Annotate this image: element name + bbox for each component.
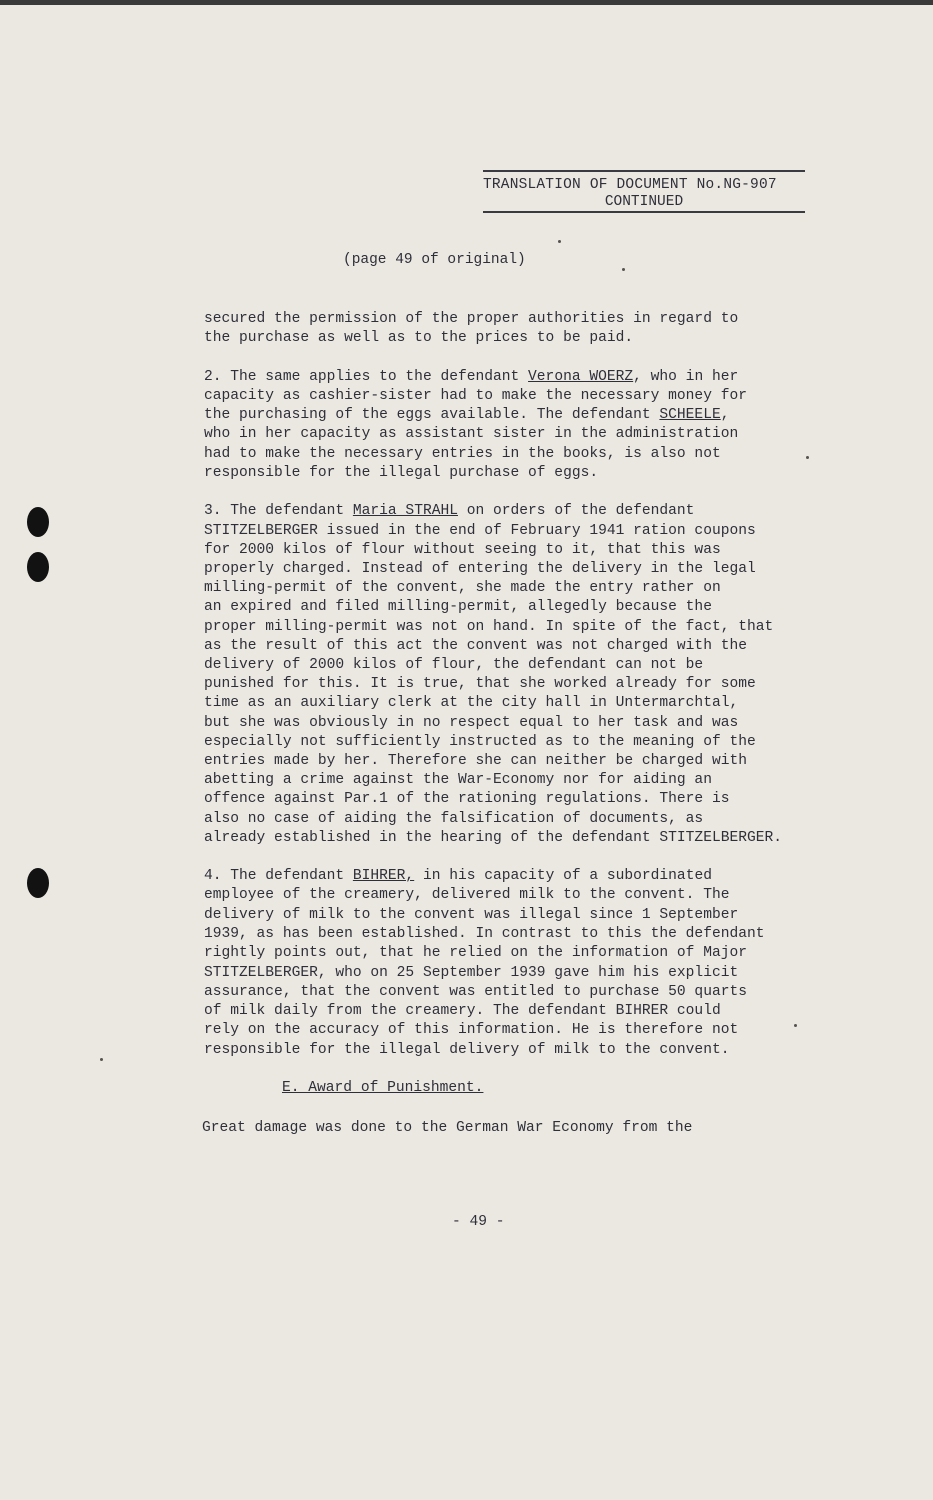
body-text [204, 310, 844, 1079]
paragraph-4-text-b: in his capacity of a subordinated employee of the creamery, delivered milk to the convent. The delivery of milk to the convent was illegal since 1 September 1939, as has been established. In contrast to this the defendant rightly points out, that he relied on the information of Major STITZELBERGER, who on 25 September 1939 gave him his explicit assurance, that the convent was entitled to purchase 50 quarts of milk daily from the creamery. The defendant BIHRER could rely on the accuracy of this information. He is therefore not responsible for the illegal delivery of milk to the convent. [204, 868, 765, 1058]
header-subtitle: CONTINUED [604, 194, 684, 210]
closing-line: Great damage was done to the German War Economy from the [202, 1120, 693, 1136]
defendant-name-woerz: Verona WOERZ [528, 368, 634, 385]
defendant-name-bihrer: BIHRER, [352, 868, 415, 885]
paragraph-2 [204, 368, 844, 484]
paragraph-2-text-a: 2. The same applies to the defendant [204, 368, 529, 385]
paragraph-2-text-b: , who in her capacity as cashier-sister had to make the necessary money for the purchasing of the eggs available. The defendant [204, 368, 747, 424]
paper-speck [100, 1058, 103, 1061]
paper-speck [622, 268, 625, 271]
punch-hole-1 [27, 507, 49, 537]
paragraph-2-text-c: , who in her capacity as assistant sister in the administration had to make the necessary entries in the books, is also not responsible for the illegal purchase of eggs. [204, 407, 739, 482]
defendant-name-scheele: SCHEELE [659, 407, 721, 424]
section-heading: E. Award of Punishment. [282, 1080, 484, 1096]
paragraph-1: secured the permission of the proper authorities in regard to the purchase as well as to the prices to be paid. [204, 311, 739, 347]
paper-speck [794, 1024, 797, 1027]
paragraph-3-text-b: on orders of the defendant STITZELBERGER issued in the end of February 1941 ration coupons for 2000 kilos of flour without seeing to it, that this was properly charged. Instead of entering the delivery in the legal milling-permit of the convent, she made the entry rather on an expired and filed milling-permit, allegedly because the proper milling-permit was not on hand. In spite of the fact, that as the result of this act the convent was not charged with the delivery of 2000 kilos of flour, the defendant can not be punished for this. It is true, that she worked already for some time as an auxiliary clerk at the city hall in Untermarchtal, but she was obviously in no respect equal to her task and was especially not sufficiently instructed as to the meaning of the entries made by her. Therefore she can neither be charged with abetting a crime against the War-Economy nor for aiding an offence against Par.1 of the rationing regulations. There is also no case of aiding the falsification of documents, as already established in the hearing of the defendant STITZELBERGER. [204, 503, 783, 846]
page-reference: (page 49 of original) [343, 252, 526, 268]
header-top-rule [483, 170, 805, 172]
paper-speck [806, 456, 809, 459]
header-title: TRANSLATION OF DOCUMENT No.NG-907 [483, 177, 777, 193]
punch-hole-2 [27, 552, 49, 582]
page-number: - 49 - [452, 1214, 505, 1230]
page-top-edge [0, 0, 933, 5]
defendant-name-strahl: Maria STRAHL [352, 503, 458, 520]
paragraph-3 [204, 502, 844, 848]
paragraph-4 [204, 867, 844, 1060]
paragraph-4-text-a: 4. The defendant [204, 868, 353, 885]
paragraph-3-text-a: 3. The defendant [204, 503, 353, 520]
punch-hole-3 [27, 868, 49, 898]
header-bottom-rule [483, 211, 805, 213]
paper-speck [558, 240, 561, 243]
document-header [483, 170, 805, 213]
